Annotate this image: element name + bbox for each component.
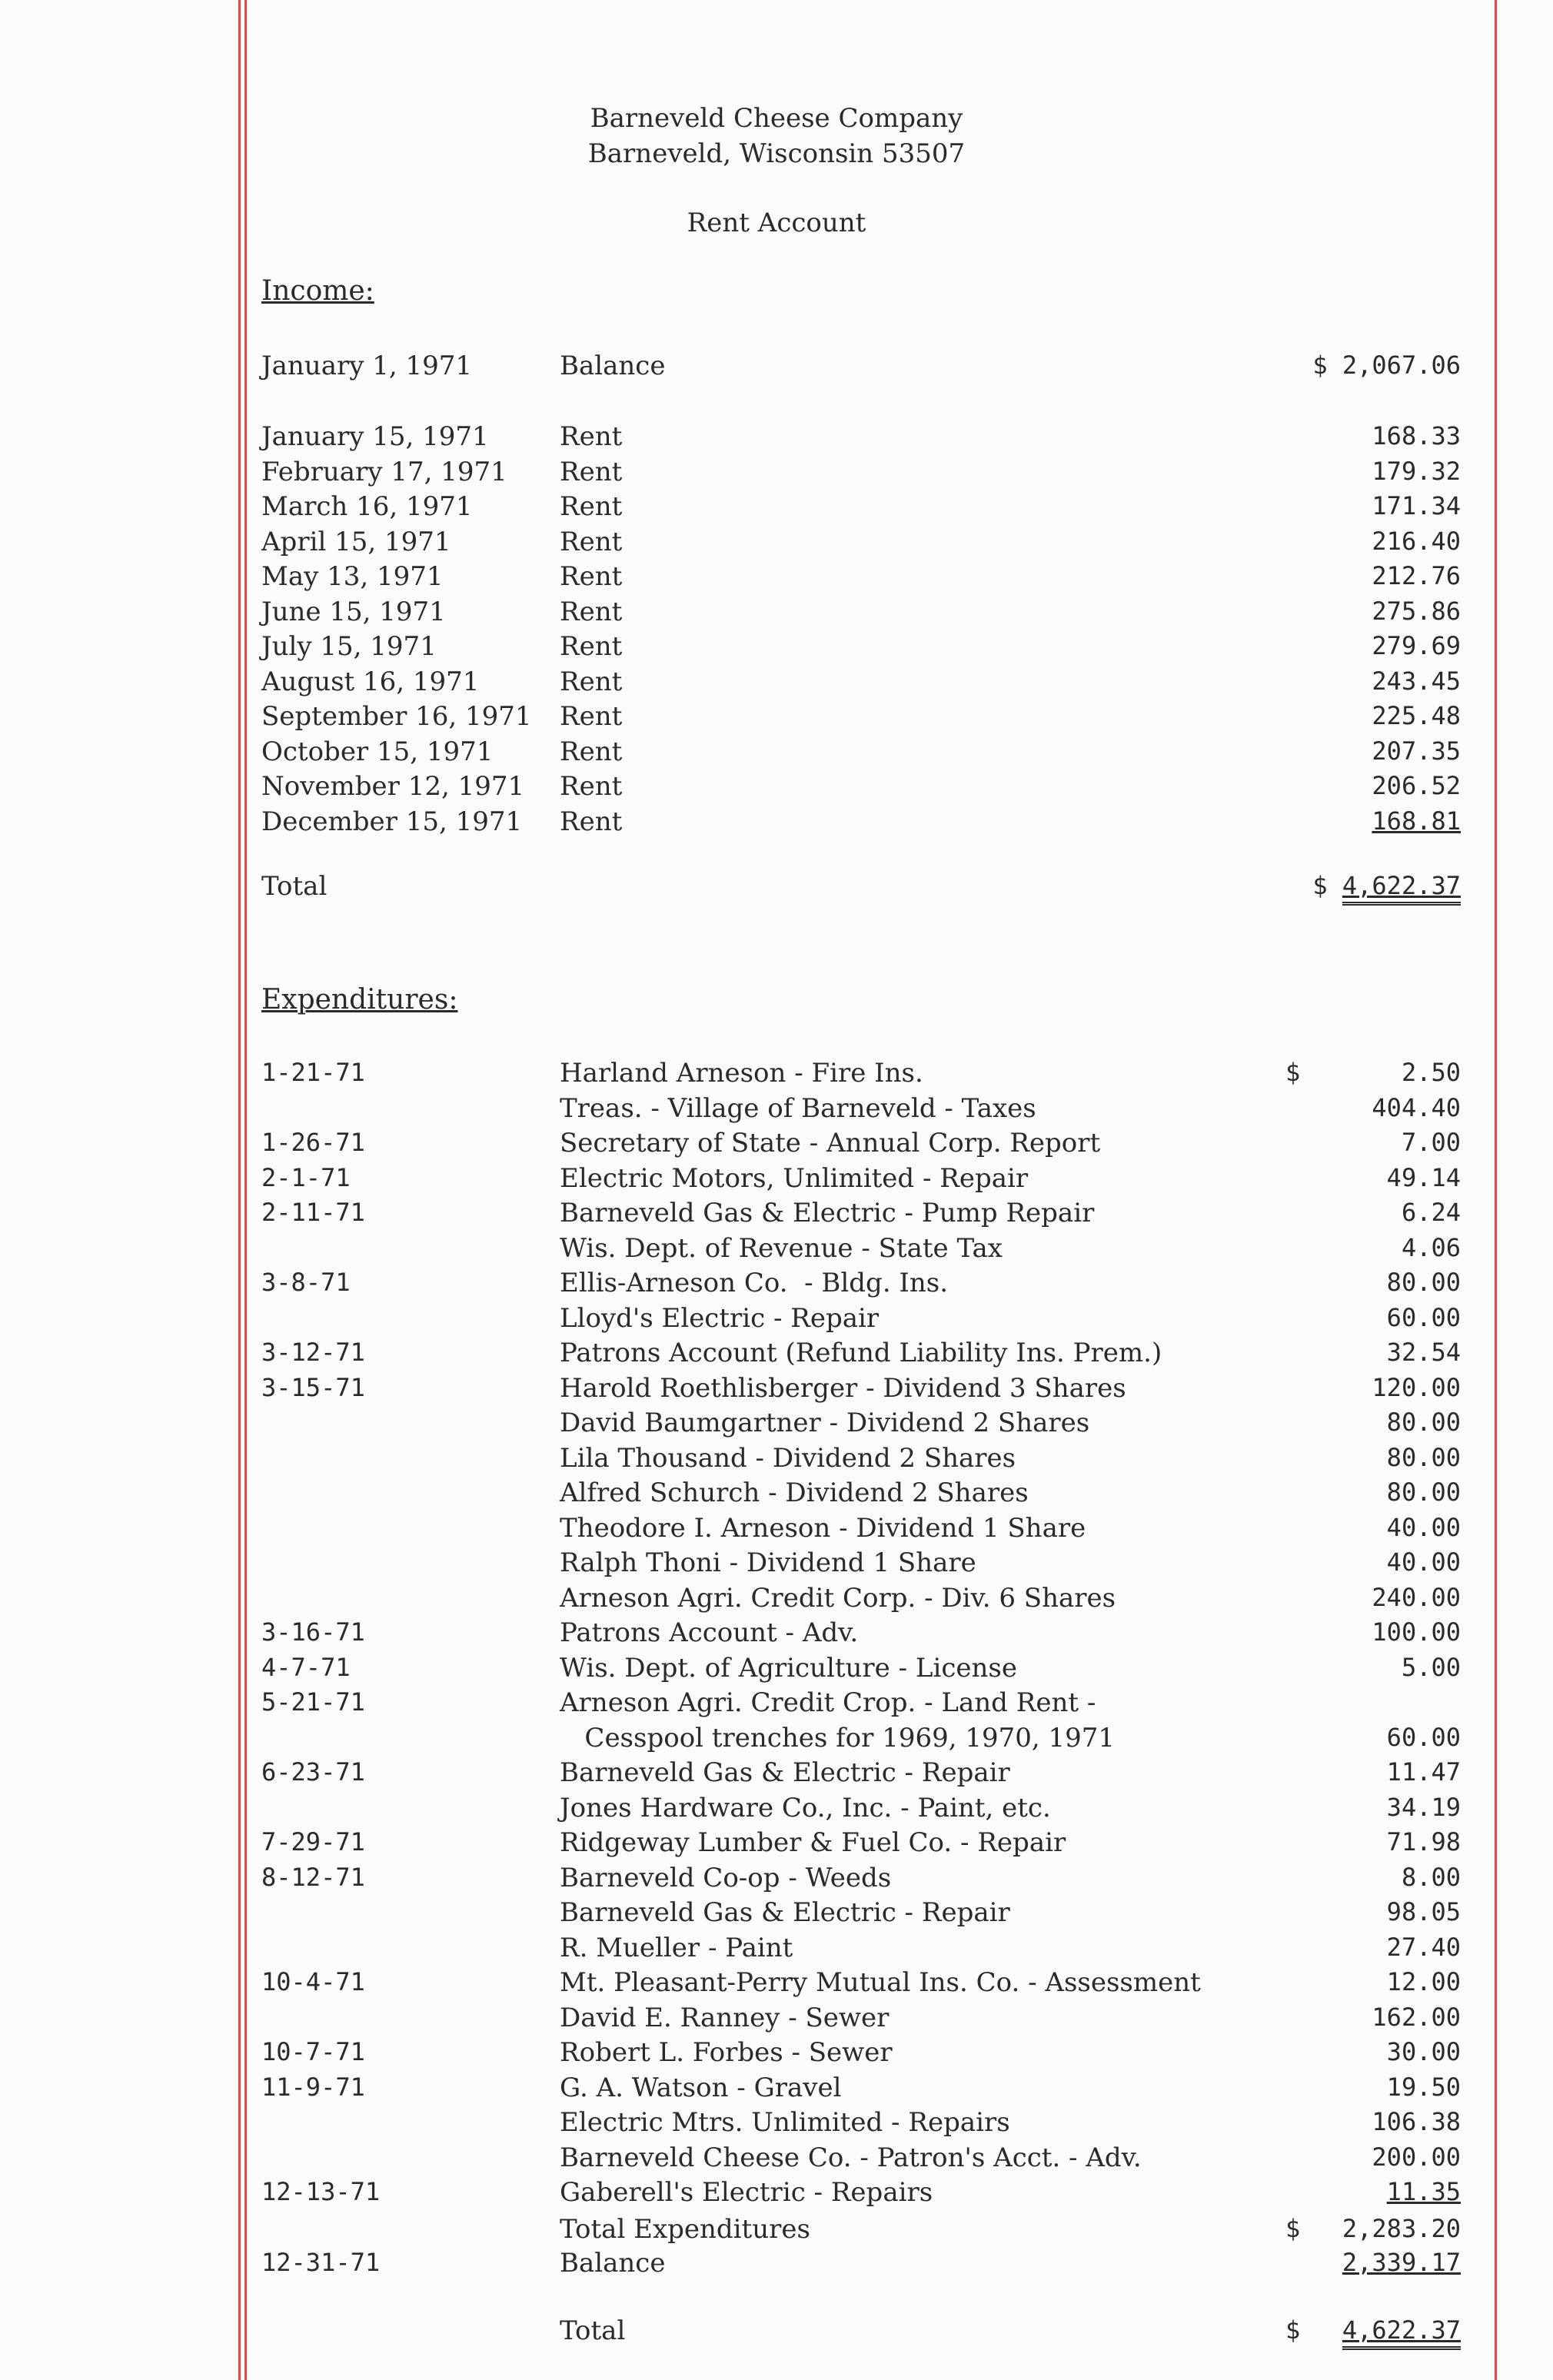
expenditure-row (0, 1338, 1553, 1373)
expenditure-row (0, 1093, 1553, 1129)
income-desc: Balance (560, 351, 666, 381)
income-date: June 15, 1971 (261, 596, 446, 627)
income-row (0, 701, 1553, 736)
income-total-label: Total (261, 871, 328, 902)
currency-symbol: $ (1285, 2315, 1301, 2345)
expenditure-amount: 80.00 (1386, 1442, 1461, 1472)
closing-amount: 2,339.17 (1342, 2248, 1461, 2277)
income-total-amount (1312, 871, 1461, 900)
expenditure-desc: David Baumgartner - Dividend 2 Shares (560, 1408, 1090, 1438)
income-amount: 275.86 (1372, 596, 1461, 626)
expenditure-desc: Barneveld Gas & Electric - Pump Repair (560, 1198, 1095, 1228)
currency-symbol: $ (1285, 2214, 1301, 2243)
income-date: October 15, 1971 (261, 736, 494, 767)
income-desc: Rent (560, 806, 623, 837)
currency-symbol: $ (1285, 1058, 1301, 1087)
expenditure-desc: Electric Mtrs. Unlimited - Repairs (560, 2107, 1010, 2138)
total-expenditures-amount: 2,283.20 (1342, 2214, 1461, 2243)
expenditure-row (0, 1723, 1553, 1758)
income-row (0, 806, 1553, 842)
income-date: September 16, 1971 (261, 701, 532, 732)
grand-total-row (0, 2315, 1553, 2351)
expenditure-row (0, 1827, 1553, 1863)
expenditure-date: 1-26-71 (261, 1128, 365, 1157)
expenditure-desc: Robert L. Forbes - Sewer (560, 2037, 893, 2068)
expenditure-desc: Jones Hardware Co., Inc. - Paint, etc. (560, 1792, 1051, 1823)
income-desc: Rent (560, 561, 623, 592)
income-date: January 15, 1971 (261, 421, 489, 452)
expenditure-desc: Patrons Account - Adv. (560, 1617, 859, 1648)
amount-value: 4,622.37 (1342, 871, 1461, 906)
expenditure-desc: G. A. Watson - Gravel (560, 2072, 842, 2103)
expenditure-row (0, 1478, 1553, 1513)
expenditure-row (0, 2073, 1553, 2108)
expenditure-date: 5-21-71 (261, 1687, 365, 1717)
expenditure-amount: 6.24 (1401, 1198, 1461, 1227)
income-row (0, 736, 1553, 772)
expenditure-amount: 80.00 (1386, 1408, 1461, 1437)
income-total-row (0, 871, 1553, 906)
expenditure-amount: 80.00 (1386, 1268, 1461, 1297)
income-row (0, 666, 1553, 702)
expenditure-row (0, 1233, 1553, 1268)
expenditure-desc: Barneveld Co-op - Weeds (560, 1862, 892, 1893)
income-date: December 15, 1971 (261, 806, 523, 837)
income-desc: Rent (560, 421, 623, 452)
income-amount: 212.76 (1372, 561, 1461, 590)
expenditure-desc: Arneson Agri. Credit Corp. - Div. 6 Shares (560, 1582, 1116, 1614)
expenditure-row (0, 1443, 1553, 1478)
expenditure-desc: Cesspool trenches for 1969, 1970, 1971 (560, 1722, 1116, 1753)
expenditure-amount: 40.00 (1386, 1547, 1461, 1577)
expenditure-amount: 404.40 (1372, 1092, 1461, 1122)
expenditure-desc: Secretary of State - Annual Corp. Report (560, 1128, 1101, 1158)
income-amount: 207.35 (1372, 736, 1461, 766)
expenditure-desc: Barneveld Gas & Electric - Repair (560, 1757, 1010, 1788)
income-row (0, 421, 1553, 457)
expenditure-date: 7-29-71 (261, 1827, 365, 1856)
expenditure-date: 10-7-71 (261, 2037, 365, 2066)
expenditure-row (0, 1687, 1553, 1723)
closing-date: 12-31-71 (261, 2248, 381, 2277)
expenditure-desc: Barneveld Gas & Electric - Repair (560, 1897, 1010, 1928)
income-amount (1312, 351, 1461, 380)
expenditure-date: 10-4-71 (261, 1967, 365, 1996)
income-desc: Rent (560, 736, 623, 767)
total-expenditures-row (0, 2214, 1553, 2249)
expenditure-row (0, 1933, 1553, 1968)
expenditure-amount: 60.00 (1386, 1302, 1461, 1332)
expenditure-amount: 11.47 (1386, 1757, 1461, 1787)
expenditure-amount: 32.54 (1386, 1338, 1461, 1367)
expenditure-desc: Treas. - Village of Barneveld - Taxes (560, 1092, 1036, 1124)
closing-balance-row (0, 2248, 1553, 2283)
income-amount: 171.34 (1372, 491, 1461, 520)
income-amount: 168.81 (1372, 806, 1461, 836)
amount-value: 4,622.37 (1342, 2315, 1461, 2350)
expenditure-amount: 5.00 (1401, 1652, 1461, 1682)
income-desc: Rent (560, 491, 623, 522)
expenditure-desc: Ralph Thoni - Dividend 1 Share (560, 1547, 976, 1578)
expenditure-date: 2-1-71 (261, 1162, 351, 1192)
expenditure-desc: Harland Arneson - Fire Ins. (560, 1058, 923, 1089)
income-row (0, 457, 1553, 492)
expenditure-desc: Barneveld Cheese Co. - Patron's Acct. - Adv. (560, 2142, 1142, 2173)
expenditure-date: 1-21-71 (261, 1058, 365, 1087)
income-amount: 225.48 (1372, 701, 1461, 730)
expenditure-desc: Lloyd's Electric - Repair (560, 1302, 880, 1334)
income-desc: Rent (560, 456, 623, 487)
income-date: March 16, 1971 (261, 491, 473, 522)
expenditure-amount: 7.00 (1401, 1128, 1461, 1157)
expenditure-row (0, 1547, 1553, 1583)
income-date: May 13, 1971 (261, 561, 444, 592)
grand-total-amount (1342, 2315, 1461, 2345)
expenditure-amount: 200.00 (1372, 2142, 1461, 2172)
expenditure-row (0, 1408, 1553, 1443)
total-expenditures-label: Total Expenditures (560, 2214, 810, 2245)
income-date: August 16, 1971 (261, 666, 480, 697)
expenditure-date: 3-16-71 (261, 1617, 365, 1647)
income-amount: 243.45 (1372, 666, 1461, 696)
expenditure-row (0, 1513, 1553, 1548)
expenditure-row (0, 1373, 1553, 1408)
income-desc: Rent (560, 526, 623, 557)
expenditure-row (0, 1967, 1553, 2003)
expenditure-amount: 11.35 (1386, 2177, 1461, 2206)
income-desc: Rent (560, 666, 623, 697)
expenditure-desc: Ellis-Arneson Co. - Bldg. Ins. (560, 1268, 949, 1298)
expenditure-amount: 100.00 (1372, 1617, 1461, 1647)
income-desc: Rent (560, 596, 623, 627)
expenditure-desc: Arneson Agri. Credit Crop. - Land Rent - (560, 1687, 1096, 1718)
expenditure-desc: Harold Roethlisberger - Dividend 3 Shares (560, 1372, 1126, 1404)
expenditure-amount: 27.40 (1386, 1932, 1461, 1962)
expenditure-row (0, 2142, 1553, 2178)
expenditure-desc: R. Mueller - Paint (560, 1932, 793, 1963)
income-desc: Rent (560, 771, 623, 802)
income-row (0, 527, 1553, 562)
currency-symbol: $ (1312, 871, 1328, 900)
expenditure-amount: 8.00 (1401, 1862, 1461, 1892)
expenditure-row (0, 1863, 1553, 1898)
expenditure-amount: 2.50 (1401, 1058, 1461, 1087)
expenditure-desc: Mt. Pleasant-Perry Mutual Ins. Co. - Assessment (560, 1967, 1201, 1998)
income-row (0, 561, 1553, 597)
income-date: November 12, 1971 (261, 771, 525, 802)
expenditure-amount: 49.14 (1386, 1162, 1461, 1192)
income-amount: 206.52 (1372, 771, 1461, 800)
company-address: Barneveld, Wisconsin 53507 (587, 138, 966, 169)
income-date: April 15, 1971 (261, 526, 451, 557)
expenditure-row (0, 2107, 1553, 2142)
expenditure-date: 3-8-71 (261, 1268, 351, 1297)
expenditure-desc: Patrons Account (Refund Liability Ins. Prem.) (560, 1338, 1162, 1368)
expenditure-date: 11-9-71 (261, 2072, 365, 2102)
expenditure-amount: 40.00 (1386, 1512, 1461, 1542)
income-row (0, 491, 1553, 527)
closing-label: Balance (560, 2248, 666, 2279)
expenditure-amount: 162.00 (1372, 2002, 1461, 2032)
page-title: Rent Account (687, 208, 866, 238)
income-amount: 168.33 (1372, 421, 1461, 450)
income-date: January 1, 1971 (261, 351, 473, 381)
expenditure-desc: Wis. Dept. of Agriculture - License (560, 1652, 1017, 1684)
currency-symbol: $ (1312, 351, 1328, 380)
expenditure-date: 3-15-71 (261, 1372, 365, 1402)
expenditure-row (0, 1303, 1553, 1338)
expenditure-row (0, 1757, 1553, 1793)
income-date: July 15, 1971 (261, 631, 437, 662)
expenditure-row (0, 1793, 1553, 1828)
expenditure-amount: 12.00 (1386, 1967, 1461, 1996)
company-name: Barneveld Cheese Company (590, 103, 963, 134)
expenditure-row (0, 1583, 1553, 1618)
income-amount: 216.40 (1372, 526, 1461, 556)
expenditure-desc: Theodore I. Arneson - Dividend 1 Share (560, 1512, 1086, 1544)
income-row (0, 597, 1553, 632)
income-row (0, 771, 1553, 806)
expenditure-amount: 71.98 (1386, 1827, 1461, 1856)
expenditure-date: 6-23-71 (261, 1757, 365, 1787)
expenditure-date: 12-13-71 (261, 2177, 381, 2206)
expenditure-desc: Electric Motors, Unlimited - Repair (560, 1162, 1029, 1194)
expenditure-amount: 240.00 (1372, 1582, 1461, 1612)
expenditure-desc: Wis. Dept. of Revenue - State Tax (560, 1232, 1003, 1264)
expenditure-row (0, 1268, 1553, 1303)
income-amount: 179.32 (1372, 456, 1461, 486)
expenditure-date: 3-12-71 (261, 1338, 365, 1367)
amount-value: 2,067.06 (1342, 351, 1461, 380)
expenditures-label: Expenditures: (261, 984, 458, 1015)
income-opening-row (0, 351, 1553, 386)
expenditure-row (0, 1897, 1553, 1933)
expenditure-date: 2-11-71 (261, 1198, 365, 1227)
expenditure-amount: 106.38 (1372, 2107, 1461, 2136)
income-desc: Rent (560, 701, 623, 732)
income-desc: Rent (560, 631, 623, 662)
income-row (0, 631, 1553, 666)
expenditure-desc: Lila Thousand - Dividend 2 Shares (560, 1442, 1016, 1474)
expenditure-amount: 30.00 (1386, 2037, 1461, 2066)
expenditure-row (0, 1198, 1553, 1233)
expenditure-row (0, 1653, 1553, 1688)
expenditure-row (0, 1617, 1553, 1653)
expenditure-row (0, 2037, 1553, 2073)
expenditure-row (0, 1058, 1553, 1093)
expenditure-amount: 60.00 (1386, 1722, 1461, 1752)
income-label: Income: (261, 275, 374, 307)
expenditure-desc: David E. Ranney - Sewer (560, 2002, 890, 2033)
expenditure-desc: Alfred Schurch - Dividend 2 Shares (560, 1478, 1029, 1508)
expenditure-row (0, 2003, 1553, 2038)
expenditure-amount: 120.00 (1372, 1372, 1461, 1402)
expenditure-desc: Ridgeway Lumber & Fuel Co. - Repair (560, 1827, 1066, 1858)
grand-total-label: Total (560, 2315, 626, 2346)
expenditure-row (0, 1128, 1553, 1163)
expenditure-row (0, 1163, 1553, 1198)
expenditure-amount: 4.06 (1401, 1232, 1461, 1262)
expenditure-row (0, 2177, 1553, 2212)
expenditure-amount: 80.00 (1386, 1478, 1461, 1507)
income-amount: 279.69 (1372, 631, 1461, 660)
expenditure-date: 4-7-71 (261, 1652, 351, 1682)
expenditure-amount: 34.19 (1386, 1792, 1461, 1822)
income-date: February 17, 1971 (261, 456, 507, 487)
expenditure-amount: 19.50 (1386, 2072, 1461, 2102)
expenditure-date: 8-12-71 (261, 1862, 365, 1892)
expenditure-amount: 98.05 (1386, 1897, 1461, 1926)
expenditure-desc: Gaberell's Electric - Repairs (560, 2177, 933, 2208)
